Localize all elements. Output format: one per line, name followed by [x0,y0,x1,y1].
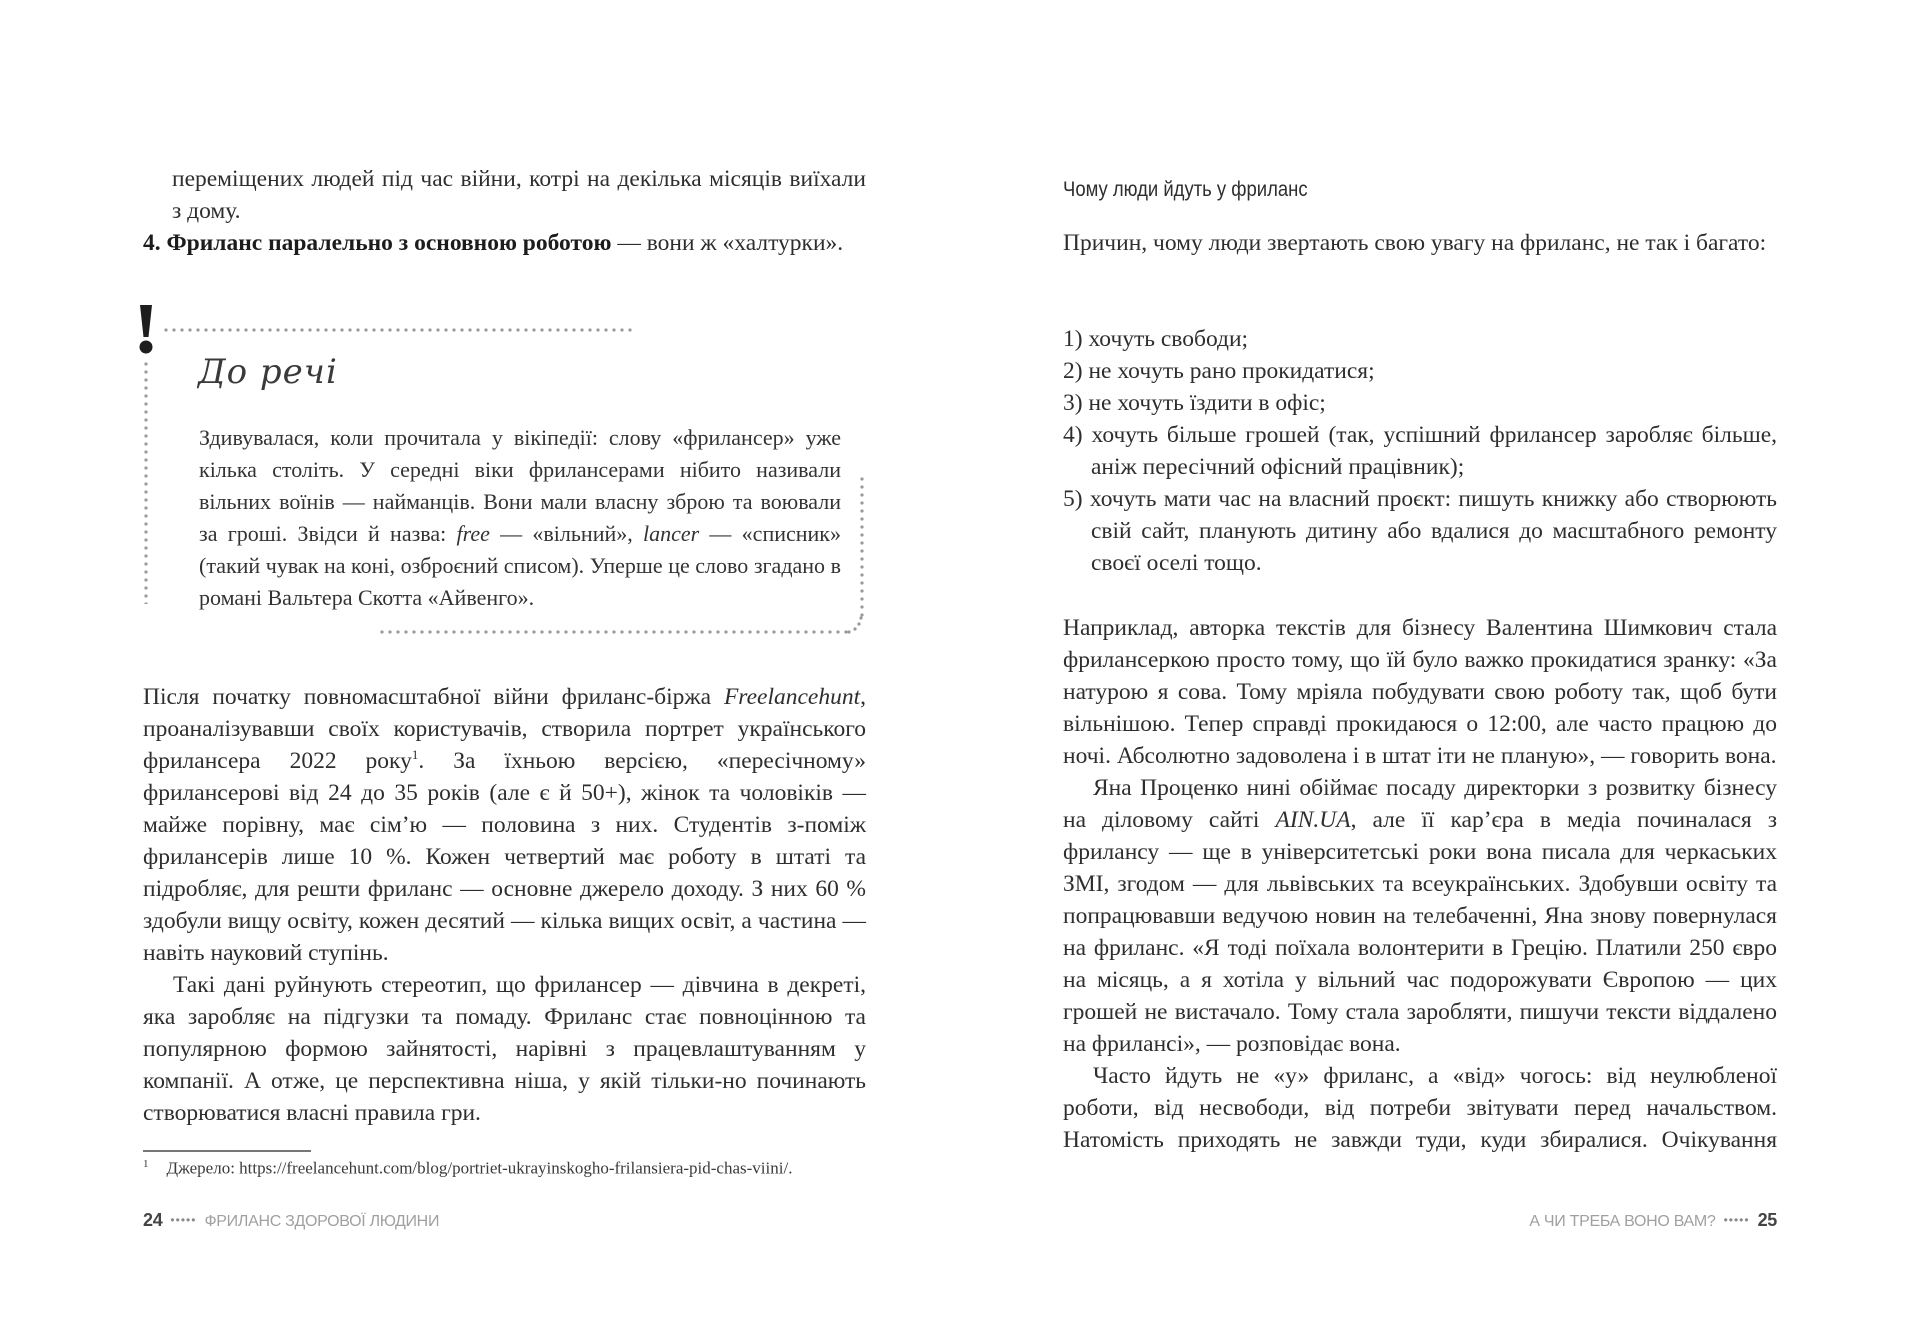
continued-list-text: переміщених людей під час війни, котрі на декілька місяців виїхали з дому. [172,166,866,224]
reasons-list [1063,323,1777,579]
sidebar-lancer-word: lancer [642,521,700,546]
p2-part1: Яна Проценко нині обіймає посаду директорки з розвитку бізнесу на діловому сайті [1063,775,1777,833]
reason-item: 5) хочуть мати час на власний проєкт: пишуть книжку або створюють свій сайт, планують дитину або вдалися до масштабного ремонту своєї оселі тощо. [1063,486,1777,576]
running-title-right: А ЧИ ТРЕБА ВОНО ВАМ? [1529,1213,1716,1230]
paragraph-stereotype: Такі дані руйнують стереотип, що фрилансер — дівчина в декреті, яка заробляє на підгузки та помаду. Фриланс стає повноцінною та популярною формою зайнятості, нарівні з працевлаштуванням у компанії. А отже, це перспективна ніша, у якій тільки-но починають створюватися власні правила гри. [143,972,866,1126]
p1-part1: Після початку повномасштабної війни фриланс-біржа [143,684,724,710]
p1-italic: Freelancehunt [723,684,861,710]
sidebar-text-part1: Здивувалася, коли прочитала у вікіпедії: слову «фрилансер» уже кілька століть. У середні віки фрилансерами нібито називали вільних воїнів — найманців. Вони мали власну зброю та воювали за гроші. Звідси й назва: [199,425,841,546]
p2-italic: AIN.UA [1275,807,1351,833]
footnote-text[interactable]: Джерело: https://freelancehunt.com/blog/portriet-ukrayinskogho-frilansiera-pid-chas-viini/. [166,1158,793,1178]
footer-dots-left: ••••• [170,1213,197,1227]
running-title-left: ФРИЛАНС ЗДОРОВОЇ ЛЮДИНИ [204,1213,440,1230]
sidebar-free-meaning: — «вільний», [489,521,643,546]
reason-item: 4) хочуть більше грошей (так, успішний фрилансер заробляє більше, аніж пересічний офісний працівник); [1063,422,1777,480]
page-number-left: 24 [143,1210,163,1230]
list-item-4-number: 4. [143,230,161,256]
page-number-right: 25 [1757,1210,1777,1230]
section-heading: Чому люди йдуть у фриланс [1063,178,1308,201]
right-body-text [1063,612,1777,1156]
footer-dots-right: ••••• [1723,1213,1750,1227]
paragraph-often: Часто йдуть не «у» фриланс, а «від» чогось: від неулюбленої роботи, від несвободи, від потреби звітувати перед начальством. Натомість приходять не завжди туди, куди збиралися. Очікування [1063,1063,1777,1153]
reason-item: 2) не хочуть рано прокидатися; [1063,358,1375,384]
right-intro [1063,227,1777,259]
intro-paragraph: Причин, чому люди звертають свою увагу на фриланс, не так і багато: [1063,230,1767,256]
p2-part2: , але її кар’єра в медіа починалася з фрилансу — ще в університетські роки вона писала для черкаських ЗМІ, згодом — для львівських та всеукраїнських. Здобувши освіту та попрацювавши ведучою новин на телебаченні, Яна знову повернулася на фриланс. «Я тоді поїхала волонтерити в Грецію. Платили 250 євро на місяць, а я хотіла у вільний час подорожувати Європою — цих грошей не вистачало. Тому стала заробляти, пишучи тексти віддалено на фрилансі», — розповідає вона. [1063,807,1777,1057]
list-item-4-rest: — вони ж «халтурки». [611,230,844,256]
right-footer [1529,1210,1777,1231]
p1-part2: , проаналізувавши своїх користувачів, створила портрет українського фрилансера 2022 року [143,684,866,774]
sidebar-free-word: free [456,521,490,546]
reason-item: 3) не хочуть їздити в офіс; [1063,390,1326,416]
sidebar-title: До речі [198,352,338,392]
list-item-4-bold: Фриланс паралельно з основною роботою [166,230,612,256]
sidebar-lancer-meaning: — «списник» (такий чувак на коні, озброєний списом). Уперше це слово згадано в романі Вальтера Скотта «Айвенго». [199,521,841,610]
footnote-ref[interactable]: 1 [411,747,419,763]
reason-item: 1) хочуть свободи; [1063,326,1249,352]
footnote-mark: 1 [143,1158,149,1170]
paragraph-shymkovych: Наприклад, авторка текстів для бізнесу Валентина Шимкович стала фрилансеркою просто тому, що їй було важко прокидатися зранку: «За натурою я сова. Тому мріяла побудувати свою роботу так, щоб бути вільнішою. Тепер справді прокидаюся о 12:00, але часто працюю до ночі. Абсолютно задоволена і в штат іти не планую», — говорить вона. [1063,615,1777,769]
p1-part3: . За їхньою версією, «пересічному» фрилансерові від 24 до 35 років (але є й 50+), жінок та чоловіків — майже порівну, має сім’ю — половина з них. Студентів з-поміж фрилансерів лише 10 %. Кожен четвертий має роботу в штаті та підробляє, для решти фриланс — основне джерело доходу. З них 60 % здобули вищу освіту, кожен десятий — кілька вищих освіт, а частина — навіть науковий ступінь. [143,748,866,966]
paragraph-protsenko [1063,772,1777,1060]
